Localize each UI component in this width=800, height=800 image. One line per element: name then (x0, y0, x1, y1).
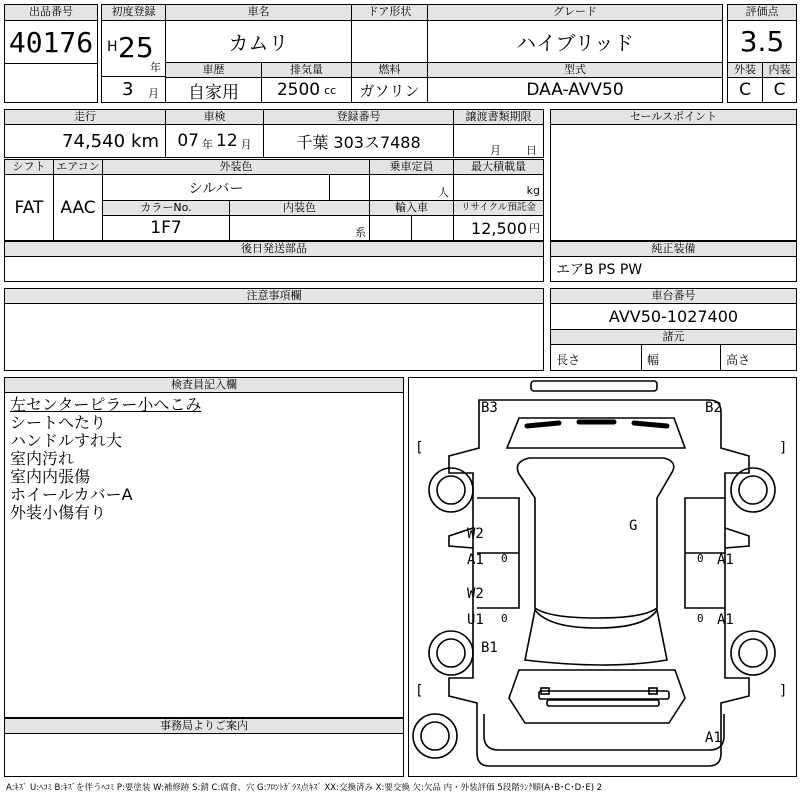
inspector-note: 室内内張傷 (10, 467, 91, 486)
ext-color-label: 外装色 (102, 159, 370, 175)
transfer-cell (453, 124, 544, 158)
diag-zero: 0 (697, 552, 704, 565)
displacement-label: 排気量 (261, 62, 352, 78)
model: DAA-AVV50 (427, 77, 723, 103)
chassis-label: 車台番号 (550, 288, 797, 304)
diag-bracket-left: [ (415, 683, 424, 699)
car-outline (409, 378, 796, 776)
insp-month-unit: 月 (240, 138, 252, 151)
diag-left-a1: A1 (467, 552, 484, 568)
reg-month: 3 (122, 79, 134, 100)
score: 3.5 (727, 20, 797, 63)
displacement-unit: cc (324, 83, 337, 97)
era: H (107, 39, 118, 55)
transfer-day-unit: 日 (526, 144, 537, 157)
score-label: 評価点 (727, 4, 797, 21)
insp-year-unit: 年 (202, 138, 213, 151)
recycle-label: リサイクル預託金 (453, 200, 544, 216)
spec-label: 諸元 (550, 329, 797, 345)
fuel: ガソリン (351, 77, 428, 103)
int-color-unit: 系 (355, 226, 366, 239)
insp-month: 12 (216, 131, 238, 151)
car-name-label: 車名 (165, 4, 352, 21)
import-cell-b (411, 215, 454, 241)
displacement: 2500 (276, 80, 321, 100)
recycle-unit: 円 (529, 222, 540, 235)
diag-zero: 0 (501, 612, 508, 625)
ac-label: エアコン (53, 159, 103, 175)
mileage-unit: km (131, 130, 159, 152)
first-reg-month-cell (101, 76, 166, 103)
diag-bracket-left: [ (415, 440, 424, 456)
exterior-label: 外装 (727, 62, 763, 78)
width-cell (641, 344, 721, 371)
inspector-note: 室内汚れ (10, 449, 75, 468)
diag-front-a1: A1 (705, 730, 722, 746)
sales-point-body (550, 124, 797, 241)
door-label: ドア形状 (351, 4, 428, 21)
shift: FAT (4, 174, 54, 241)
diag-b3: B3 (481, 400, 498, 416)
diag-zero: 0 (697, 612, 704, 625)
notes-label: 注意事項欄 (4, 288, 544, 304)
capacity-cell (369, 174, 454, 201)
mileage: 74,540 (62, 130, 126, 152)
diag-left-w2: W2 (467, 526, 484, 542)
office-body (4, 733, 404, 777)
inspector-note: シートへたり (10, 413, 107, 432)
legend: A:ｷｽﾞ U:ﾍｺﾐ B:ｷｽﾞを伴うﾍｺﾐ P:要塗装 W:補修跡 S:錆 C:腐食、穴 G:ﾌﾛﾝﾄｶﾞﾗｽ点ｷｽﾞ XX:交換済み X:要交換 欠:欠品 内・外装評価 5段階ﾗﾝｸ順(A･B･C･D･E) 2 (6, 783, 603, 793)
diag-left-w2: W2 (467, 586, 484, 602)
displacement-cell (261, 77, 352, 103)
history-label: 車歴 (165, 62, 262, 78)
int-color-cell (229, 215, 370, 241)
transfer-month-unit: 月 (490, 144, 501, 157)
max-load-label: 最大積載量 (453, 159, 544, 175)
later-parts-body (4, 256, 544, 282)
later-parts-label: 後日発送部品 (4, 241, 544, 257)
height-label: 高さ (726, 353, 751, 367)
diag-bracket-right: ] (779, 683, 788, 699)
plate: 千葉 303ス7488 (263, 124, 454, 158)
recycle-cell (453, 215, 544, 241)
lot-no-label: 出品番号 (4, 4, 98, 21)
inspector-note: ハンドルすれ大 (10, 431, 123, 450)
color-no-label: カラーNo. (102, 200, 230, 216)
fuel-label: 燃料 (351, 62, 428, 78)
inspection-cell (165, 124, 264, 158)
history: 自家用 (165, 77, 262, 103)
diag-left-b1: B1 (481, 640, 498, 656)
ac: AAC (53, 174, 103, 241)
inspector-label: 検査員記入欄 (4, 377, 404, 393)
diag-right-a1: A1 (717, 552, 734, 568)
recycle: 12,500 (471, 218, 527, 238)
diag-bracket-right: ] (779, 440, 788, 456)
plate-label: 登録番号 (263, 109, 454, 125)
exterior-rating: C (727, 77, 763, 103)
diag-left-u1: U1 (467, 612, 484, 628)
inspector-notes (4, 392, 404, 718)
grade: ハイブリッド (427, 20, 723, 63)
inspector-note: 外装小傷有り (10, 503, 107, 522)
model-label: 型式 (427, 62, 723, 78)
color-no: 1F7 (102, 215, 230, 241)
mileage-label: 走行 (4, 109, 166, 125)
import-label: 輸入車 (369, 200, 454, 216)
reg-year: 25 (118, 31, 154, 64)
mileage-cell (4, 124, 166, 158)
shift-label: シフト (4, 159, 54, 175)
sales-point-label: セールスポイント (550, 109, 797, 125)
length-label: 長さ (556, 353, 581, 367)
inspector-note: ホイールカバーA (10, 485, 133, 504)
car-name: カムリ (165, 20, 352, 63)
interior-label: 内装 (762, 62, 797, 78)
lot-no: 40176 (4, 20, 98, 64)
max-load-unit: kg (526, 184, 540, 197)
grade-label: グレード (427, 4, 723, 21)
damage-diagram (408, 377, 797, 777)
door-value (351, 20, 428, 63)
lot-no-blank (4, 63, 98, 103)
notes-body (4, 303, 544, 371)
office-label: 事務局よりご案内 (4, 718, 404, 734)
first-reg-label: 初度登録 (101, 4, 166, 21)
int-color-label: 内装色 (229, 200, 370, 216)
diag-zero: 0 (501, 552, 508, 565)
inspection-label: 車検 (165, 109, 264, 125)
diag-right-a1: A1 (717, 612, 734, 628)
height-cell (720, 344, 797, 371)
width-label: 幅 (647, 353, 660, 367)
interior-rating: C (762, 77, 797, 103)
first-reg-cell (101, 20, 166, 77)
reg-year-unit: 年 (150, 61, 161, 74)
inspector-note: 左センターピラー小へこみ (10, 395, 202, 414)
max-load-cell (453, 174, 544, 201)
capacity-unit: 人 (438, 186, 449, 199)
import-cell-a (369, 215, 412, 241)
genuine-label: 純正装備 (550, 241, 797, 257)
chassis-number: AVV50-1027400 (550, 303, 797, 330)
ext-color: シルバー (102, 174, 330, 201)
diag-g: G (629, 518, 638, 534)
ext-color-extra (329, 174, 370, 201)
capacity-label: 乗車定員 (369, 159, 454, 175)
genuine: エアB PS PW (550, 256, 797, 282)
reg-month-unit: 月 (148, 87, 159, 100)
insp-year: 07 (177, 131, 199, 151)
length-cell (550, 344, 642, 371)
transfer-label: 譲渡書類期限 (453, 109, 544, 125)
diag-b2: B2 (705, 400, 722, 416)
